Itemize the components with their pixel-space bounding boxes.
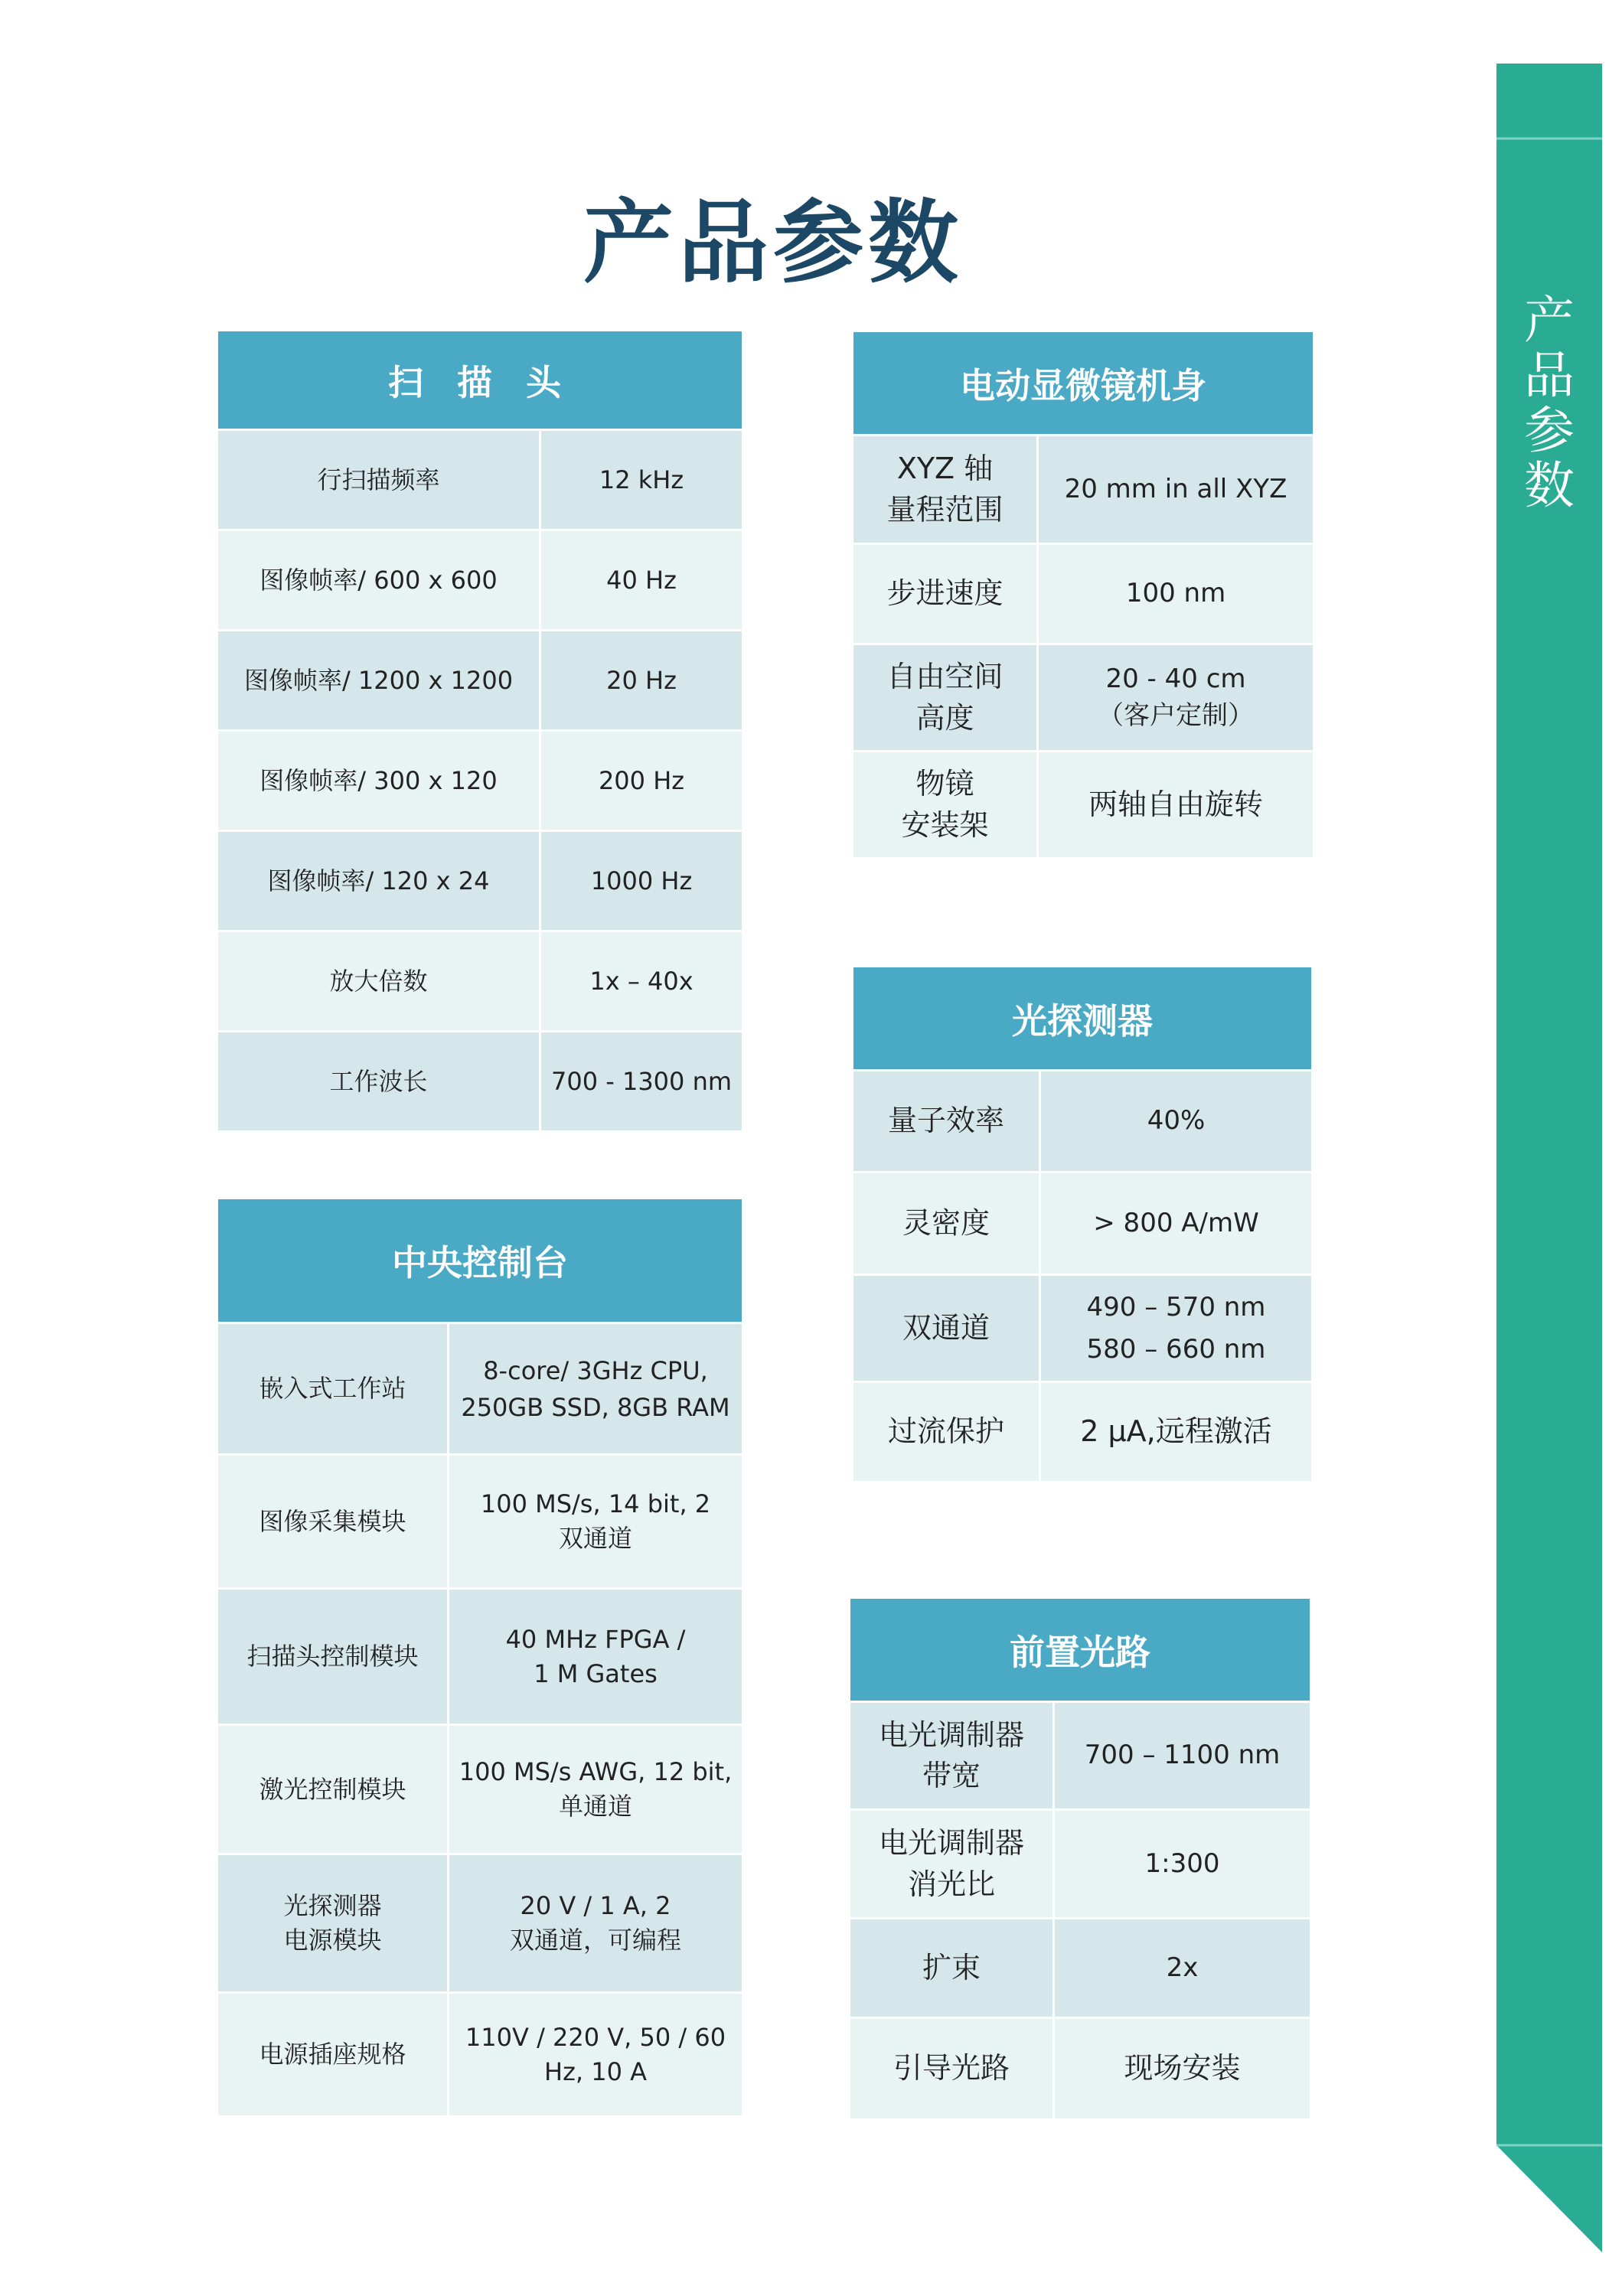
side-tab-char: 数 (1524, 456, 1575, 515)
row-value: 12 kHz (599, 465, 684, 494)
table-row (850, 1701, 1310, 1808)
row-value: 8-core/ 3GHz CPU, 250GB SSD, 8GB RAM (461, 1355, 730, 1422)
table-header: 前置光路 (850, 1599, 1310, 1701)
table-row (853, 434, 1313, 543)
row-label: 放大倍数 (218, 932, 541, 1030)
table-header: 光探测器 (853, 967, 1311, 1069)
table-row (853, 1171, 1311, 1274)
table-row (853, 1274, 1311, 1381)
table-row (218, 1030, 742, 1130)
row-label: 物镜 安装架 (853, 752, 1039, 857)
row-value: 20 V / 1 A, 2 双通道，可编程 (509, 1891, 681, 1955)
row-value: 2 µA,远程激活 (1080, 1414, 1272, 1449)
microscope-table (853, 332, 1313, 857)
table-row (853, 1069, 1311, 1171)
table-row (218, 729, 742, 830)
table-header: 中央控制台 (218, 1199, 742, 1322)
table-row (853, 643, 1313, 750)
table-row (218, 1587, 742, 1724)
row-label: 图像帧率/ 600 x 600 (218, 531, 541, 629)
row-label: 过流保护 (853, 1383, 1041, 1481)
row-label: 扫描头控制模块 (218, 1590, 449, 1724)
row-value: 20 - 40 cm （客户定制） (1098, 663, 1254, 731)
table-row (218, 629, 742, 729)
row-label: 图像采集模块 (218, 1456, 449, 1587)
row-label: 双通道 (853, 1276, 1041, 1381)
row-label: 电光调制器 消光比 (850, 1811, 1055, 1917)
row-value: 40% (1147, 1105, 1206, 1137)
table-header: 电动显微镜机身 (853, 332, 1313, 434)
row-label: 电光调制器 带宽 (850, 1703, 1055, 1808)
detector-table (853, 967, 1311, 1481)
row-value: 1:300 (1144, 1848, 1220, 1879)
scan-head-table (218, 331, 742, 1130)
table-row (218, 830, 742, 930)
table-row (853, 543, 1313, 643)
table-row (850, 2017, 1310, 2118)
row-label: 引导光路 (850, 2019, 1055, 2118)
row-value: 2x (1166, 1952, 1199, 1983)
row-value: 1000 Hz (590, 866, 693, 895)
side-tab-char: 品 (1524, 346, 1575, 405)
row-value: 两轴自由旋转 (1088, 787, 1263, 821)
console-table (218, 1199, 742, 2115)
row-value: 现场安装 (1124, 2051, 1241, 2086)
row-value: 490 – 570 nm 580 – 660 nm (1086, 1292, 1266, 1365)
row-value: 1x – 40x (589, 966, 694, 996)
row-value: 700 - 1300 nm (550, 1066, 733, 1096)
side-tab-label (1496, 293, 1602, 514)
row-value: 100 nm (1125, 578, 1226, 609)
row-label: 嵌入式工作站 (218, 1324, 449, 1453)
row-label: 自由空间 高度 (853, 645, 1039, 750)
row-label: 灵密度 (853, 1173, 1041, 1274)
side-tab-char: 产 (1524, 291, 1575, 350)
row-label: 步进速度 (853, 545, 1039, 643)
table-row (853, 1381, 1311, 1481)
row-value: 100 MS/s, 14 bit, 2 双通道 (480, 1489, 711, 1553)
table-row (218, 1724, 742, 1853)
row-value: 100 MS/s AWG, 12 bit, 单通道 (459, 1757, 733, 1821)
table-row (850, 1808, 1310, 1917)
row-label: 扩束 (850, 1919, 1055, 2017)
row-value: 20 mm in all XYZ (1064, 473, 1287, 504)
page-title: 产品参数 (583, 190, 963, 295)
row-value: 110V / 220 V, 50 / 60 Hz, 10 A (465, 2022, 726, 2086)
row-value: 200 Hz (598, 765, 685, 795)
table-row (218, 1453, 742, 1587)
row-label: 图像帧率/ 120 x 24 (218, 832, 541, 930)
row-label: 图像帧率/ 1200 x 1200 (218, 631, 541, 729)
row-value: 700 – 1100 nm (1084, 1740, 1281, 1771)
row-label: 行扫描频率 (218, 431, 541, 529)
table-row (850, 1917, 1310, 2017)
row-label: 光探测器 电源模块 (218, 1855, 449, 1991)
table-header: 扫 描 头 (218, 331, 742, 429)
table-row (218, 1991, 742, 2115)
row-value: > 800 A/mW (1093, 1207, 1259, 1238)
row-value: 20 Hz (606, 665, 677, 695)
table-row (218, 429, 742, 529)
row-value: 40 MHz FPGA / 1 M Gates (505, 1624, 686, 1688)
row-label: 图像帧率/ 300 x 120 (218, 732, 541, 830)
side-tab-char: 参 (1524, 401, 1575, 460)
table-row (218, 529, 742, 629)
row-label: 激光控制模块 (218, 1726, 449, 1853)
row-label: XYZ 轴 量程范围 (853, 436, 1039, 543)
table-row (218, 930, 742, 1030)
optics-table (850, 1599, 1310, 2118)
row-value: 40 Hz (606, 565, 677, 595)
side-tab (1496, 64, 1602, 2252)
table-row (853, 750, 1313, 857)
row-label: 工作波长 (218, 1032, 541, 1130)
table-row (218, 1322, 742, 1453)
row-label: 量子效率 (853, 1071, 1041, 1171)
row-label: 电源插座规格 (218, 1994, 449, 2115)
table-row (218, 1853, 742, 1991)
